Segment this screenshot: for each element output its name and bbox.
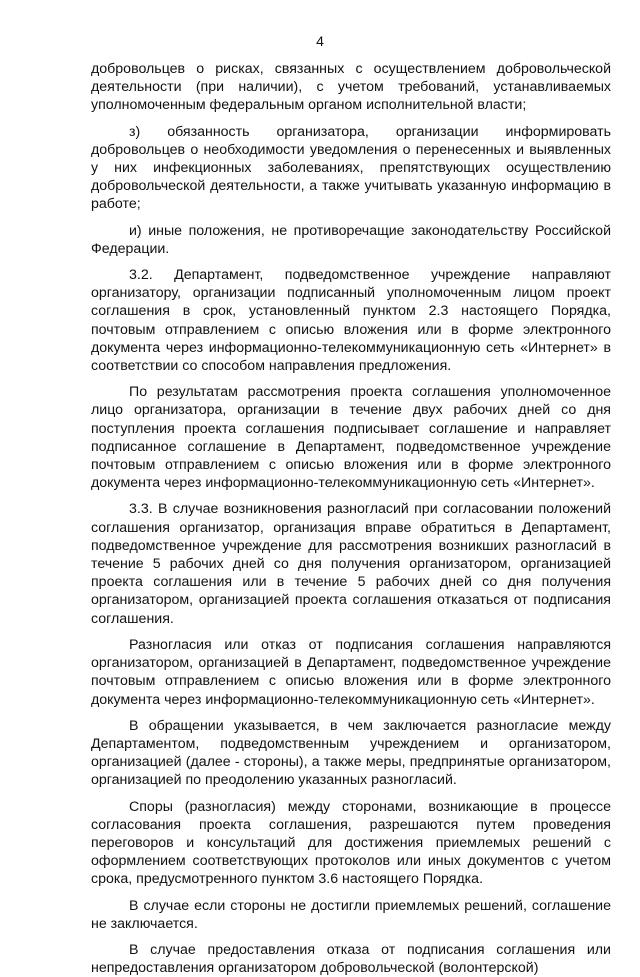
paragraph: 3.2. Департамент, подведомственное учреждение направляют организатору, организации подписанный уполномоченным лицом проект соглашения в срок, установленный пунктом 2.3 настоящего Порядка, почтовым отправлением с описью вложения или в форме электронного документа через информационно-телекоммуникационную сеть «Интернет» в соответствии со способом направления предложения. <box>91 267 611 375</box>
page-number: 4 <box>316 33 324 49</box>
paragraph: Разногласия или отказ от подписания соглашения направляются организатором, организацией в Департамент, подведомственное учреждение почтовым отправлением с описью вложения или в форме электронного документа через информационно-телекоммуникационную сеть «Интернет». <box>91 636 611 708</box>
paragraph: Споры (разногласия) между сторонами, возникающие в процессе согласования проекта соглашения, разрешаются путем проведения переговоров и консультаций для достижения приемлемых решений с оформлением соответствующих протоколов или иных документов с учетом срока, предусмотренного пунктом 3.6 настоящего Порядка. <box>91 798 611 888</box>
paragraph: з) обязанность организатора, организации информировать добровольцев о необходимости уведомления о перенесенных и выявленных у них инфекционных заболеваниях, препятствующих осуществлению добровольческой деятельности, а также учитывать указанную информацию в работе; <box>91 123 611 213</box>
paragraph: 3.3. В случае возникновения разногласий при согласовании положений соглашения организатор, организация вправе обратиться в Департамент, подведомственное учреждение для рассмотрения возникших разногласий в течение 5 рабочих дней со дня получения организатором, организацией проекта соглашения или в течение 5 рабочих дней со дня получения организатором, организацией проекта соглашения отказаться от подписания соглашения. <box>91 501 611 627</box>
paragraph: По результатам рассмотрения проекта соглашения уполномоченное лицо организатора, организации в течение двух рабочих дней со дня поступления проекта соглашения подписывает соглашение и направляет подписанное соглашение в Департамент, подведомственное учреждение почтовым отправлением с описью вложения или в форме электронного документа через информационно-телекоммуникационную сеть «Интернет». <box>91 384 611 492</box>
paragraph: В случае если стороны не достигли приемлемых решений, соглашение не заключается. <box>91 897 611 932</box>
paragraph: и) иные положения, не противоречащие законодательству Российской Федерации. <box>91 222 611 257</box>
document-body <box>91 60 611 977</box>
paragraph: В обращении указывается, в чем заключается разногласие между Департаментом, подведомственным учреждением и организатором, организацией (далее - стороны), а также меры, предпринятые организатором, организацией по преодолению указанных разногласий. <box>91 717 611 789</box>
paragraph: добровольцев о рисках, связанных с осуществлением добровольческой деятельности (при наличии), с учетом требований, устанавливаемых уполномоченным федеральным органом исполнительной власти; <box>91 61 611 114</box>
paragraph: В случае предоставления отказа от подписания соглашения или непредоставления организатором добровольческой (волонтерской) <box>91 941 611 977</box>
